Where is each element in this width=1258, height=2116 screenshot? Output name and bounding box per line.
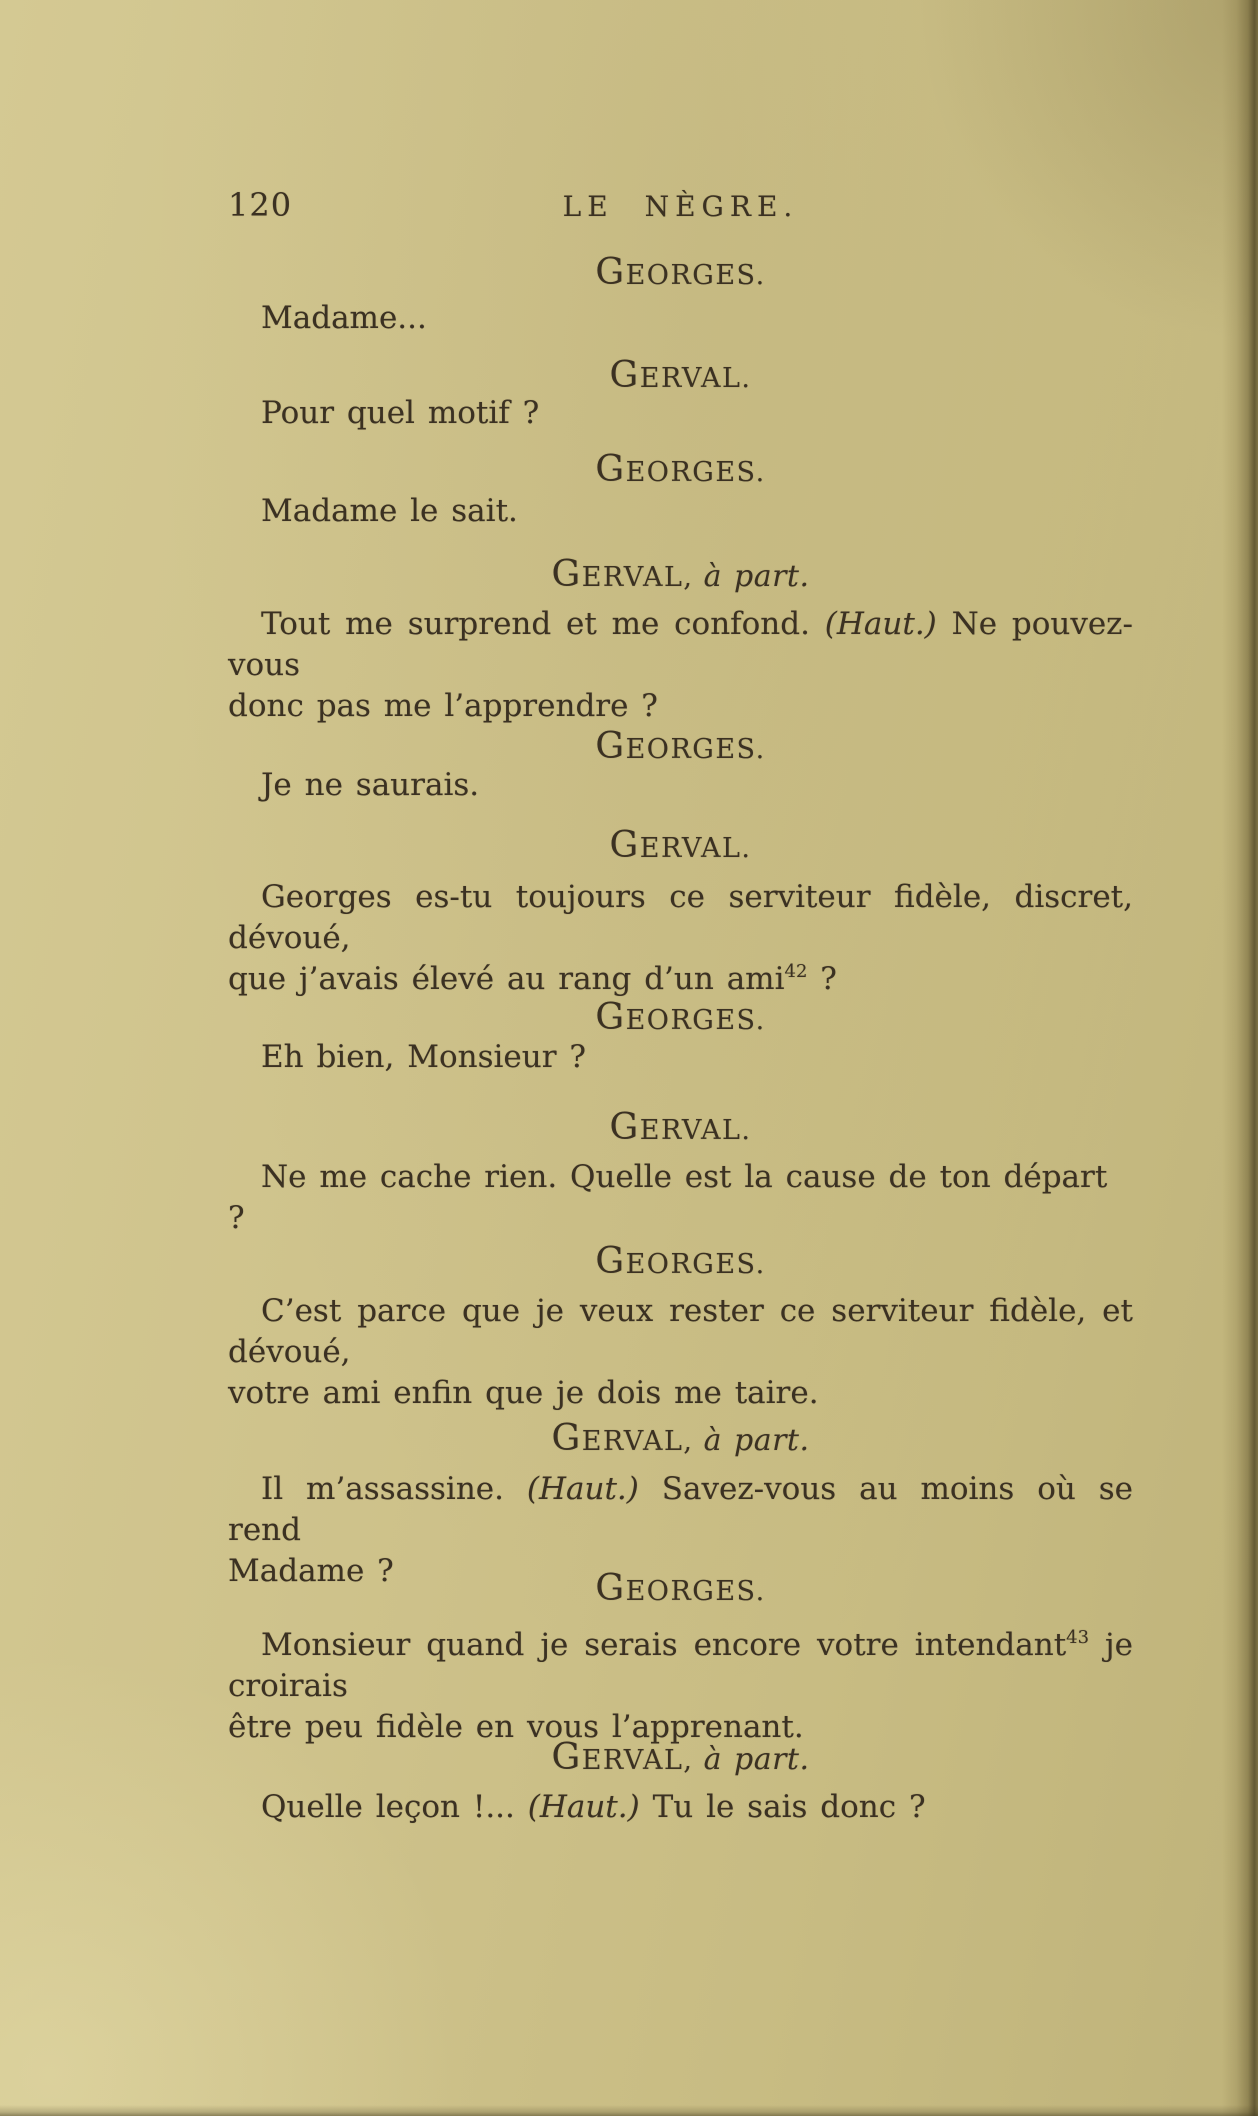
dialogue-text: votre ami enfin que je dois me taire. [228,1375,819,1411]
dialogue-text: donc pas me l’apprendre ? [228,688,658,724]
speaker-name: GEORGES. [595,1241,766,1282]
dialogue-text: Je ne saurais. [261,767,480,803]
speaker-name: GEORGES. [595,726,766,767]
speaker-name: GERVAL, [551,554,694,595]
dialogue-line [228,1469,1133,1551]
dialogue-text: Georges es-tu toujours ce serviteur fidèle, discret, dévoué, [228,879,1133,956]
dialogue-line [228,491,1133,532]
dialogue-text: Monsieur quand je serais encore votre intendant [261,1627,1067,1663]
speaker-heading [228,355,1133,396]
speaker-name: GEORGES. [595,997,766,1038]
stage-direction: à part. [703,1742,810,1777]
dialogue-paragraph [228,1291,1133,1414]
dialogue-line [228,393,1133,434]
footnote-reference: 43 [1066,1627,1090,1648]
speaker-heading [228,1737,1133,1778]
speaker-name: GERVAL, [551,1737,694,1778]
speaker-heading [228,825,1133,866]
dialogue-text: Tout me surprend et me confond. [261,606,825,642]
dialogue-line [228,1157,1133,1239]
dialogue-line [228,959,1133,1000]
speaker-heading [228,726,1133,767]
page-edge-shadow [1222,0,1258,2116]
stage-direction: à part. [703,1423,810,1458]
dialogue-text: Tu le sais donc ? [639,1789,926,1825]
stage-direction: (Haut.) [824,606,937,642]
speaker-heading [228,997,1133,1038]
dialogue-paragraph [228,604,1133,727]
speaker-name: GEORGES. [595,252,766,293]
speaker-heading [228,1241,1133,1282]
speaker-name: GEORGES. [595,1568,766,1609]
speaker-heading [228,554,1133,595]
stage-direction: (Haut.) [527,1789,640,1825]
dialogue-text: C’est parce que je veux rester ce serviteur fidèle, et dévoué, [228,1293,1133,1370]
dialogue-line [228,298,1133,339]
footnote-reference: 42 [784,961,808,982]
speaker-name: GERVAL, [551,1418,694,1459]
page-bottom-shadow [0,2104,1258,2116]
stage-direction: (Haut.) [526,1471,639,1507]
dialogue-text: Madame le sait. [261,493,518,529]
dialogue-text: Quelle leçon !... [261,1789,528,1825]
dialogue-text: Savez-vous au moins où se rend [228,1471,1133,1548]
speaker-heading [228,449,1133,490]
speaker-name: GERVAL. [609,1107,752,1148]
dialogue-line [228,1291,1133,1373]
speaker-heading [228,1418,1133,1459]
dialogue-text: Eh bien, Monsieur ? [261,1039,587,1075]
dialogue-text: Il m’assassine. [261,1471,527,1507]
dialogue-line [228,1037,1133,1078]
running-title: LE NÈGRE. [562,190,799,223]
speaker-name: GEORGES. [595,449,766,490]
dialogue-line [228,765,1133,806]
dialogue-text: Ne me cache rien. Quelle est la cause de ton départ ? [228,1159,1108,1236]
dialogue-text: être peu fidèle en vous l’apprenant. [228,1709,804,1745]
speaker-name: GERVAL. [609,825,752,866]
dialogue-line [228,1787,1133,1828]
dialogue-text: je croirais [228,1627,1133,1704]
dialogue-line [228,1373,1133,1414]
dialogue-text: Madame ? [228,1553,394,1589]
dialogue-line [228,1625,1133,1707]
dialogue-paragraph [228,877,1133,1000]
page-number: 120 [228,186,293,224]
speaker-heading [228,1107,1133,1148]
dialogue-line [228,686,1133,727]
dialogue-line [228,877,1133,959]
stage-direction: à part. [703,559,810,594]
dialogue-paragraph [228,1625,1133,1748]
dialogue-text: ? [807,961,837,997]
dialogue-text: que j’avais élevé au rang d’un ami [228,961,785,997]
speaker-name: GERVAL. [609,355,752,396]
speaker-heading [228,252,1133,293]
dialogue-text: Ne pouvez-vous [228,606,1133,683]
dialogue-text: Pour quel motif ? [261,395,540,431]
dialogue-text: Madame... [261,300,427,336]
dialogue-line [228,604,1133,686]
